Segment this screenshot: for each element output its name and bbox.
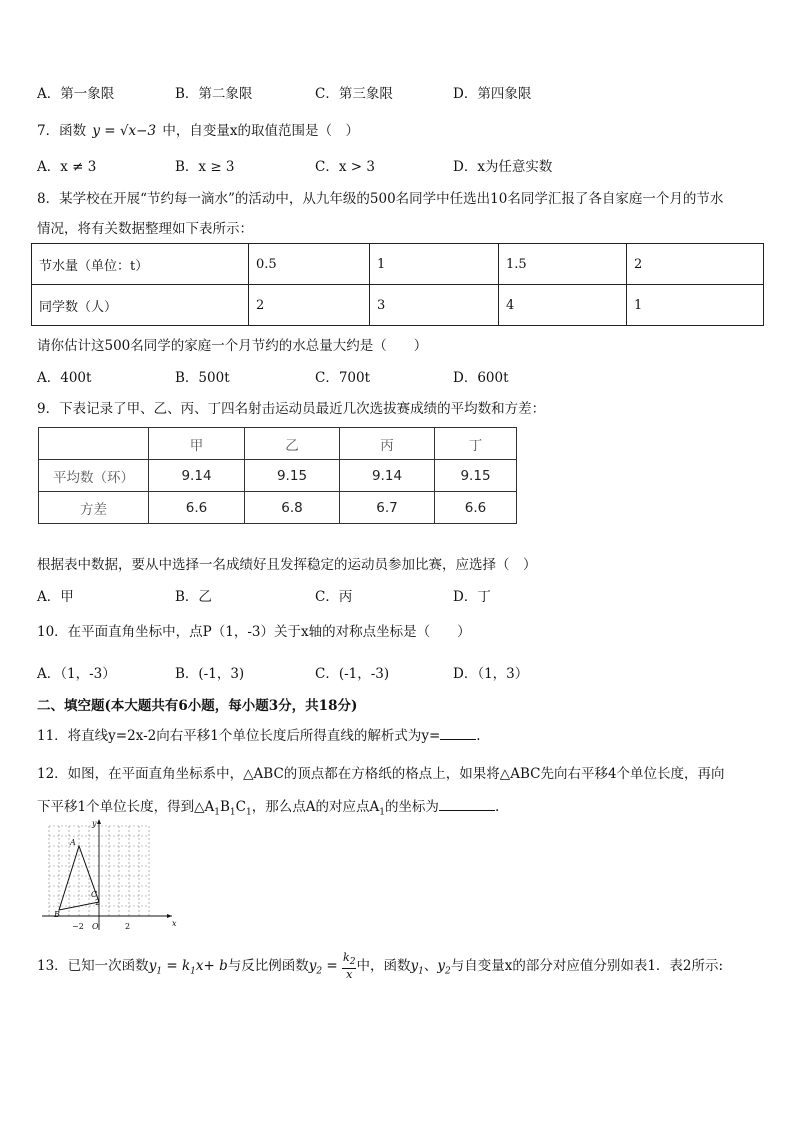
tick-label-neg2: −2: [72, 922, 84, 931]
q9-intro: 9．下表记录了甲、乙、丙、丁四名射击运动员最近几次选拔赛成绩的平均数和方差：: [37, 401, 546, 417]
table-cell: 丁: [435, 428, 517, 460]
table-cell: 方差: [39, 492, 149, 524]
section-title: 二、填空题(本大题共有6小题，每小题3分，共18分): [37, 698, 358, 714]
q13-var: k: [181, 958, 191, 975]
q12-sub: 1: [229, 807, 236, 818]
table-cell: 1: [627, 285, 764, 326]
table-cell: 2: [249, 285, 370, 326]
q12-line1: 12．如图，在平面直角坐标系中，△ABC的顶点都在方格纸的格点上，如果将△ABC先向右平移4个单位长度，再向: [37, 766, 725, 782]
table-cell: 乙: [245, 428, 340, 460]
tick-label-2: 2: [125, 922, 131, 931]
q13-var: x: [346, 968, 353, 982]
q13-inverse-formula: [308, 951, 357, 982]
q9-table: [38, 427, 517, 524]
table-cell: 6.6: [149, 492, 245, 524]
q8-option-c: C．700t: [315, 370, 371, 386]
table-cell: 丙: [340, 428, 435, 460]
q11-question: [37, 724, 481, 744]
point-c-mark-label: 2: [95, 898, 101, 907]
q10-option-b: B．(-1，3): [175, 666, 245, 682]
table-cell: 3: [370, 285, 499, 326]
table-cell: 1.5: [499, 244, 627, 285]
q12-text-d: ，那么点A的对应点A: [251, 799, 380, 815]
table-cell: 1: [370, 244, 499, 285]
q7-option-b: B．x ≥ 3: [175, 159, 235, 175]
table-cell: 9.14: [149, 460, 245, 492]
q10-option-d: D．（1，3）: [453, 666, 529, 682]
q7-suffix: 中，自变量x的取值范围是（ ）: [162, 123, 359, 139]
q8-line1: 8．某学校在开展“节约每一滴水”的活动中，从九年级的500名同学中任选出10名同学汇报了各自家庭一个月的节水: [37, 191, 724, 207]
q12-text-e: 的坐标为: [384, 799, 439, 815]
q10-question: 10．在平面直角坐标中，点P（1，-3）关于x轴的对称点坐标是（ ）: [37, 624, 471, 640]
q13-var: k: [343, 951, 350, 964]
q9-option-b: B．乙: [175, 589, 212, 605]
q10-option-a: A．（1，-3）: [37, 666, 116, 682]
q9-option-a: A．甲: [37, 589, 74, 605]
q8-line2: 情况，将有关数据整理如下表所示：: [37, 221, 253, 237]
q11-end: .: [476, 728, 481, 744]
q13-y1: [410, 958, 424, 977]
q9-option-d: D．丁: [453, 589, 491, 605]
table-cell: 同学数（人）: [32, 285, 249, 326]
q13-sub: 2: [349, 957, 356, 968]
q7-option-a: A．x ≠ 3: [37, 159, 97, 175]
q13-sub: 2: [316, 966, 323, 977]
q13-text-a: 13．已知一次函数: [37, 958, 149, 975]
q8-option-b: B．500t: [175, 370, 230, 386]
coordinate-grid-figure: [40, 818, 180, 936]
q12-text-a: 下平移1个单位长度，得到△A: [37, 799, 215, 815]
q7-prefix: 7．函数: [37, 123, 87, 139]
table-cell: 6.7: [340, 492, 435, 524]
table-cell: 2: [627, 244, 764, 285]
table-row: [32, 285, 764, 326]
table-cell: 6.6: [435, 492, 517, 524]
point-c-label: C: [91, 890, 98, 899]
y-axis-arrow: [97, 819, 101, 824]
q13-plus-b: + b: [203, 958, 228, 975]
table-row: [32, 244, 764, 285]
q7-formula: y = √x−3: [92, 123, 157, 139]
x-axis-label: x: [172, 919, 177, 928]
table-cell: 甲: [149, 428, 245, 460]
table-cell: 6.8: [245, 492, 340, 524]
q12-text-c: C: [235, 799, 246, 815]
answer-blank[interactable]: [439, 796, 495, 811]
point-a-label: A: [70, 838, 76, 847]
table-cell: 0.5: [249, 244, 370, 285]
q12-sub: 1: [245, 807, 252, 818]
table-cell: 9.15: [245, 460, 340, 492]
q8-option-d: D．600t: [453, 370, 509, 386]
q8-option-a: A．400t: [37, 370, 92, 386]
q13-text-d: 、: [423, 958, 438, 975]
q6-option-c: C．第三象限: [315, 86, 393, 102]
q10-option-c: C．(-1，-3): [315, 666, 390, 682]
q13-text-c: 中，函数: [356, 958, 411, 975]
q13-var: y: [437, 958, 445, 975]
q13-sub: 1: [190, 966, 196, 977]
q12-sub: 1: [379, 807, 385, 818]
q13-var: y: [148, 958, 157, 975]
q13-sub: 1: [418, 966, 424, 977]
q13-eq: =: [162, 958, 182, 975]
q9-option-c: C．丙: [315, 589, 353, 605]
table-cell: [39, 428, 149, 460]
q6-option-a: A．第一象限: [37, 86, 115, 102]
q13-var: y: [410, 958, 419, 975]
q7-option-c: C．x > 3: [315, 159, 375, 175]
table-cell: 平均数（环）: [39, 460, 149, 492]
q12-sub: 1: [214, 807, 220, 818]
q13-question: [37, 952, 723, 981]
q12-line2: [37, 795, 499, 818]
q12-text-b: B: [219, 799, 230, 815]
q13-fraction: [342, 952, 356, 981]
q12-end: .: [494, 799, 500, 815]
q7-option-d: D．x为任意实数: [453, 159, 553, 175]
q13-text-b: 与反比例函数: [227, 958, 309, 975]
origin-label: O: [92, 922, 99, 931]
table-row: [39, 492, 517, 524]
q13-y2: [437, 958, 451, 977]
answer-blank[interactable]: [440, 725, 476, 740]
table-cell: 节水量（单位：t）: [32, 244, 249, 285]
q9-question: 根据表中数据，要从中选择一名成绩好且发挥稳定的运动员参加比赛，应选择（ ）: [37, 557, 537, 573]
point-b-label: B: [54, 910, 60, 919]
q8-table: [31, 243, 764, 326]
table-cell: 9.15: [435, 460, 517, 492]
q11-text: 11．将直线y=2x-2向右平移1个单位长度后所得直线的解析式为y=: [37, 728, 441, 744]
q13-sub: 1: [156, 966, 163, 977]
y-axis-label: y: [92, 819, 97, 828]
table-cell: 9.14: [340, 460, 435, 492]
table-row: [39, 428, 517, 460]
q13-text-e: 与自变量x的部分对应值分别如表1．表2所示:: [450, 958, 724, 975]
q6-option-b: B．第二象限: [175, 86, 253, 102]
q8-question: 请你估计这500名同学的家庭一个月节约的水总量大约是（ ）: [37, 338, 428, 354]
table-row: [39, 460, 517, 492]
q13-eq: =: [322, 958, 343, 975]
q13-linear-formula: [148, 958, 228, 977]
q13-var: x: [195, 958, 204, 975]
q6-option-d: D．第四象限: [453, 86, 532, 102]
x-axis-arrow: [167, 914, 172, 918]
table-cell: 4: [499, 285, 627, 326]
q13-sub: 2: [444, 966, 451, 977]
q13-var: y: [308, 958, 317, 975]
q7-question: [37, 119, 359, 139]
